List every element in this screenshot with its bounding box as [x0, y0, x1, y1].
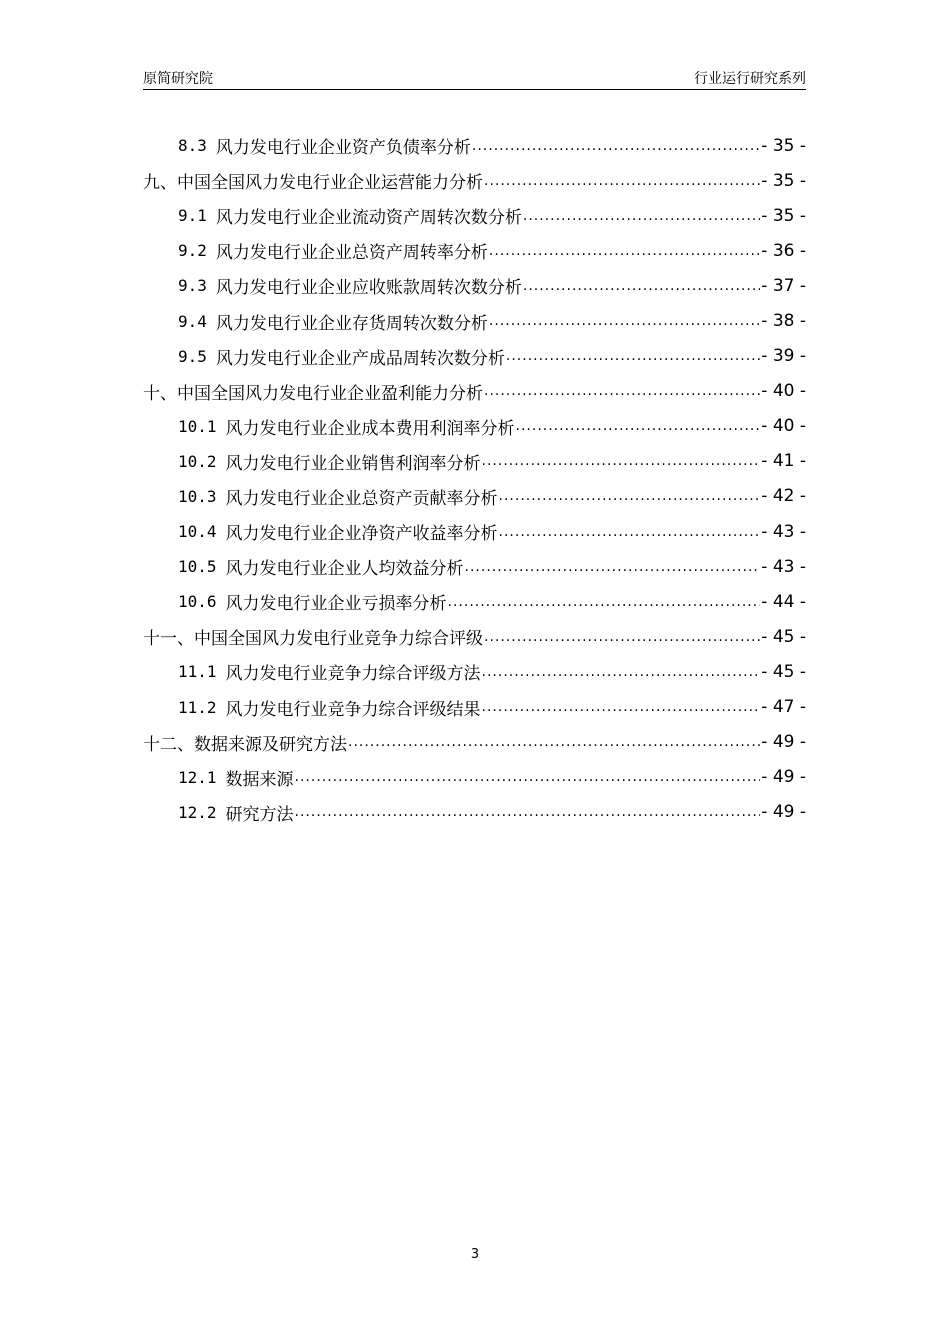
toc-dot-leader: [472, 138, 760, 154]
toc-entry-number: 11.1: [178, 662, 217, 682]
toc-entry-number: 10.4: [178, 522, 217, 542]
toc-entry-title: 风力发电行业企业总资产周转率分析: [215, 243, 488, 264]
toc-dot-leader: [295, 804, 761, 820]
toc-entry-number: 12.1: [178, 767, 217, 787]
toc-entry-title: 风力发电行业企业人均效益分析: [225, 559, 464, 580]
toc-entry[interactable]: [143, 444, 806, 479]
toc-entry-number: 10.5: [178, 557, 217, 577]
toc-entry-page: - 35 -: [761, 135, 806, 156]
toc-dot-leader: [295, 769, 761, 785]
toc-entry-title: 数据来源: [225, 769, 294, 790]
toc-entry[interactable]: [143, 198, 806, 233]
toc-entry-number: 8.3: [178, 136, 207, 156]
toc-entry-title: 十二、数据来源及研究方法: [143, 734, 347, 755]
toc-entry-page: - 43 -: [761, 521, 806, 542]
toc-entry-title: 风力发电行业企业产成品周转次数分析: [215, 348, 505, 369]
toc-dot-leader: [448, 594, 761, 610]
toc-dot-leader: [489, 313, 760, 329]
toc-entry-page: - 39 -: [761, 346, 806, 367]
toc-entry-number: 10.1: [178, 416, 217, 436]
toc-entry-title: 风力发电行业竞争力综合评级结果: [225, 699, 481, 720]
page-header: [143, 68, 806, 90]
toc-dot-leader: [484, 173, 760, 189]
toc-entry[interactable]: [143, 479, 806, 514]
toc-entry[interactable]: [143, 514, 806, 549]
toc-entry-page: - 49 -: [761, 732, 806, 753]
toc-entry[interactable]: [143, 233, 806, 268]
toc-entry-number: 10.2: [178, 451, 217, 471]
toc-dot-leader: [499, 488, 761, 504]
toc-dot-leader: [499, 524, 761, 540]
toc-dot-leader: [489, 243, 760, 259]
toc-entry-page: - 35 -: [761, 170, 806, 191]
toc-dot-leader: [482, 664, 761, 680]
toc-dot-leader: [484, 383, 760, 399]
toc-entry-number: 9.4: [178, 311, 207, 331]
toc-entry-page: - 43 -: [761, 556, 806, 577]
toc-entry[interactable]: [143, 619, 806, 654]
toc-entry-page: - 38 -: [761, 311, 806, 332]
toc-entry-number: 9.3: [178, 276, 207, 296]
toc-dot-leader: [465, 559, 761, 575]
toc-entry-page: - 47 -: [761, 697, 806, 718]
toc-entry-title: 风力发电行业企业成本费用利润率分析: [225, 418, 515, 439]
toc-dot-leader: [523, 278, 760, 294]
toc-entry-title: 风力发电行业企业亏损率分析: [225, 594, 447, 615]
toc-entry[interactable]: [143, 374, 806, 409]
toc-entry-page: - 41 -: [761, 451, 806, 472]
toc-entry-number: 12.2: [178, 802, 217, 822]
header-org-name: 原简研究院: [143, 71, 213, 87]
toc-dot-leader: [482, 453, 761, 469]
toc-entry[interactable]: [143, 268, 806, 303]
toc-entry-number: 9.2: [178, 241, 207, 261]
toc-entry-title: 风力发电行业企业净资产收益率分析: [225, 524, 498, 545]
toc-dot-leader: [523, 208, 760, 224]
toc-dot-leader: [484, 629, 760, 645]
toc-entry[interactable]: [143, 303, 806, 338]
toc-dot-leader: [516, 418, 761, 434]
toc-entry[interactable]: [143, 549, 806, 584]
toc-entry-page: - 45 -: [761, 661, 806, 682]
toc-entry-page: - 40 -: [761, 416, 806, 437]
toc-entry[interactable]: [143, 795, 806, 830]
toc-entry-page: - 42 -: [761, 486, 806, 507]
toc-entry-page: - 44 -: [761, 591, 806, 612]
toc-entry-number: 10.6: [178, 592, 217, 612]
toc-entry-page: - 45 -: [761, 626, 806, 647]
toc-entry-title: 风力发电行业企业应收账款周转次数分析: [215, 278, 522, 299]
toc-entry-page: - 49 -: [761, 767, 806, 788]
toc-dot-leader: [482, 699, 761, 715]
toc-entry[interactable]: [143, 584, 806, 619]
toc-entry[interactable]: [143, 725, 806, 760]
toc-entry-title: 风力发电行业企业总资产贡献率分析: [225, 488, 498, 509]
toc-entry[interactable]: [143, 760, 806, 795]
toc-entry-title: 研究方法: [225, 804, 294, 825]
toc-entry-number: 9.5: [178, 346, 207, 366]
toc-entry[interactable]: [143, 128, 806, 163]
toc-entry-page: - 37 -: [761, 275, 806, 296]
toc-entry[interactable]: [143, 654, 806, 689]
toc-entry-title: 十一、中国全国风力发电行业竞争力综合评级: [143, 629, 483, 650]
toc-entry-title: 风力发电行业企业存货周转次数分析: [215, 313, 488, 334]
toc-entry-title: 风力发电行业企业流动资产周转次数分析: [215, 208, 522, 229]
header-series-name: 行业运行研究系列: [694, 71, 806, 87]
toc-entry-title: 风力发电行业企业销售利润率分析: [225, 453, 481, 474]
toc-entry[interactable]: [143, 339, 806, 374]
toc-entry[interactable]: [143, 163, 806, 198]
toc-entry-page: - 36 -: [761, 240, 806, 261]
toc-entry-number: 10.3: [178, 486, 217, 506]
page-number: 3: [470, 1247, 480, 1262]
toc-entry-page: - 49 -: [761, 802, 806, 823]
toc-entry-title: 十、中国全国风力发电行业企业盈利能力分析: [143, 383, 483, 404]
toc-dot-leader: [348, 734, 760, 750]
toc-entry-title: 九、中国全国风力发电行业企业运营能力分析: [143, 173, 483, 194]
toc-entry[interactable]: [143, 409, 806, 444]
toc-entry-title: 风力发电行业企业资产负债率分析: [215, 138, 471, 159]
table-of-contents: [143, 128, 806, 830]
toc-entry-page: - 35 -: [761, 205, 806, 226]
toc-entry-title: 风力发电行业竞争力综合评级方法: [225, 664, 481, 685]
toc-entry-page: - 40 -: [761, 381, 806, 402]
toc-entry-number: 11.2: [178, 697, 217, 717]
toc-entry-number: 9.1: [178, 206, 207, 226]
toc-entry[interactable]: [143, 690, 806, 725]
toc-dot-leader: [506, 348, 760, 364]
